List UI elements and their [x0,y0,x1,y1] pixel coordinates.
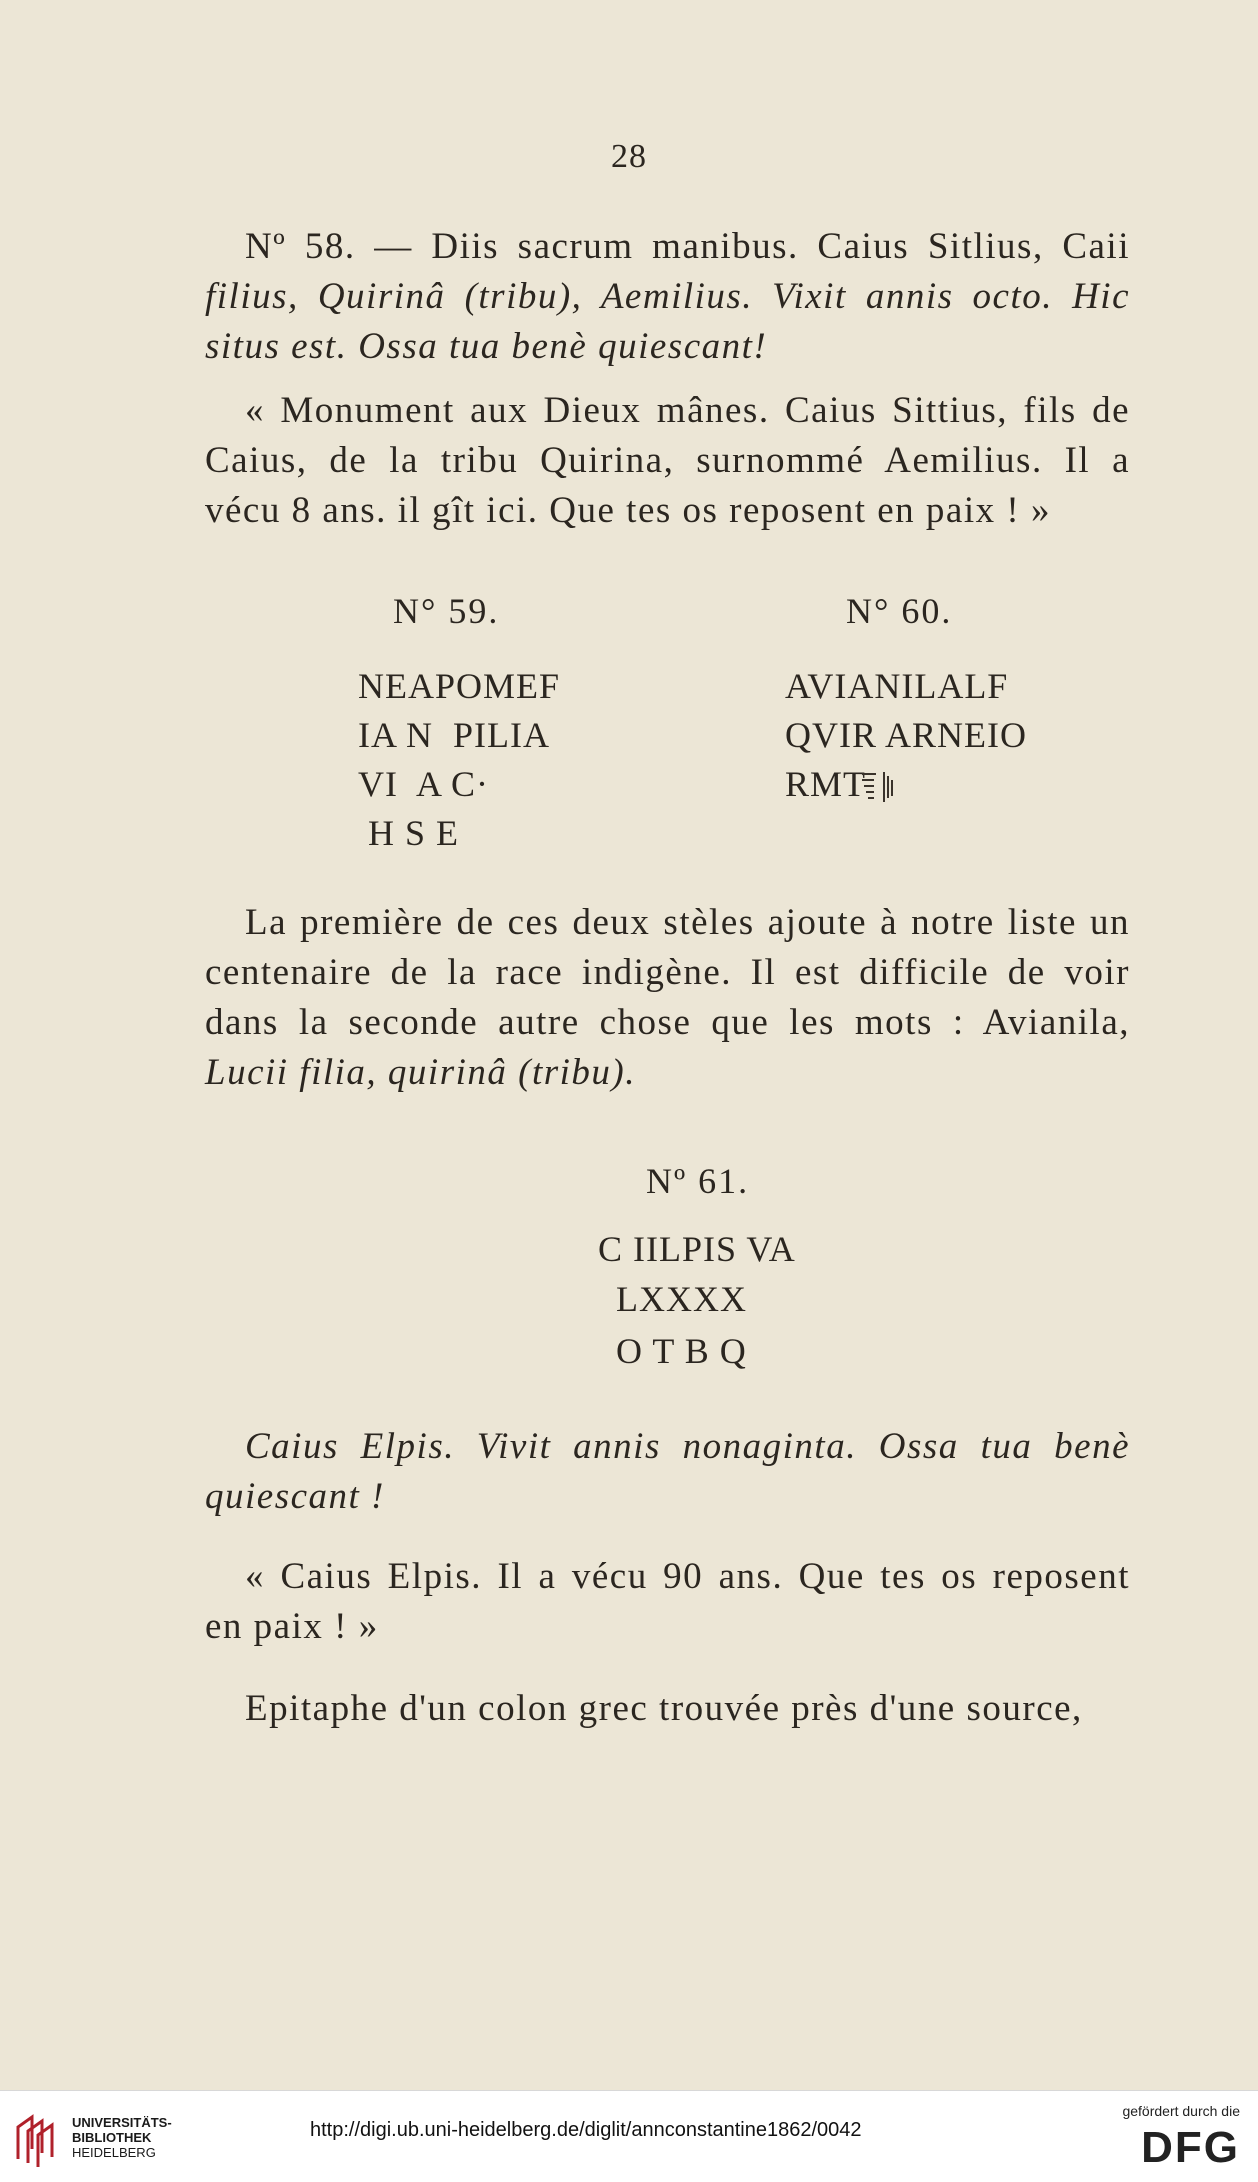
damaged-glyphs-icon [858,768,904,812]
inscription-61-label: Nº 61. [646,1161,750,1201]
text-line: « Monument aux Dieux mânes. Caius Sittius, fils de [245,390,1130,431]
inscription-59-line: NEAPOMEF [358,666,561,706]
text-line: centenaire de la race indigène. Il est difficile de voir [205,952,1130,993]
library-name [72,2115,172,2160]
text-line: La première de ces deux stèles ajoute à notre liste un [245,902,1130,943]
inscription-59-line: H S E [358,813,460,853]
funded-by-label: gefördert durch die [1122,2103,1240,2119]
text-line: filius, Quirinâ (tribu), Aemilius. Vixit annis octo. Hic [205,276,1130,317]
text-line: Nº 58. — Diis sacrum manibus. Caius Sitlius, Caii [245,226,1130,267]
footer-bar [0,2090,1258,2182]
inscription-59-line: IA N PILIA [358,715,550,755]
text-line: dans la seconde autre chose que les mots : Avianila, [205,1002,1130,1043]
permalink-url[interactable]: http://digi.ub.uni-heidelberg.de/diglit/annconstantine1862/0042 [310,2119,862,2141]
latin-text-61 [205,1422,1130,1522]
text-line: quiescant ! [205,1476,385,1517]
text-line: vécu 8 ans. il gît ici. Que tes os reposent en paix ! » [205,490,1051,531]
inscription-60-line: RMT [785,764,867,804]
inscription-60-label: N° 60. [846,591,953,631]
text-line: en paix ! » [205,1606,379,1647]
text-line: Epitaphe d'un colon grec trouvée près d'une source, [245,1688,1083,1729]
page-number: 28 [611,138,647,175]
inscription-59-line: VI A C· [358,764,490,804]
library-name-line: BIBLIOTHEK [72,2130,152,2145]
inscription-59-label: N° 59. [393,591,500,631]
text-line: Caius, de la tribu Quirina, surnommé Aemilius. Il a [205,440,1130,481]
text-line: « Caius Elpis. Il a vécu 90 ans. Que tes os reposent [245,1556,1130,1597]
library-name-line: UNIVERSITÄTS- [72,2115,172,2130]
epitaph-intro [205,1684,1130,1734]
inscription-60-line: AVIANILALF [785,666,1009,706]
translation-61 [205,1552,1130,1652]
latin-text-58 [205,222,1130,372]
inscription-60-line: QVIR ARNEIO [785,715,1027,755]
dfg-logo: DFG [1141,2123,1240,2172]
text-line: Caius Elpis. Vivit annis nonaginta. Ossa tua benè [245,1426,1130,1467]
text-line: Lucii filia, quirinâ (tribu). [205,1052,636,1093]
inscription-61-line: LXXXX [616,1279,747,1319]
commentary-59-60 [205,898,1130,1098]
inscription-61-line: O T B Q [616,1331,747,1371]
inscription-61-line: C IILPIS VA [598,1229,796,1269]
text-line: situs est. Ossa tua benè quiescant! [205,326,768,367]
library-name-line: HEIDELBERG [72,2145,156,2160]
translation-58 [205,386,1130,536]
university-library-logo-icon [12,2109,62,2169]
